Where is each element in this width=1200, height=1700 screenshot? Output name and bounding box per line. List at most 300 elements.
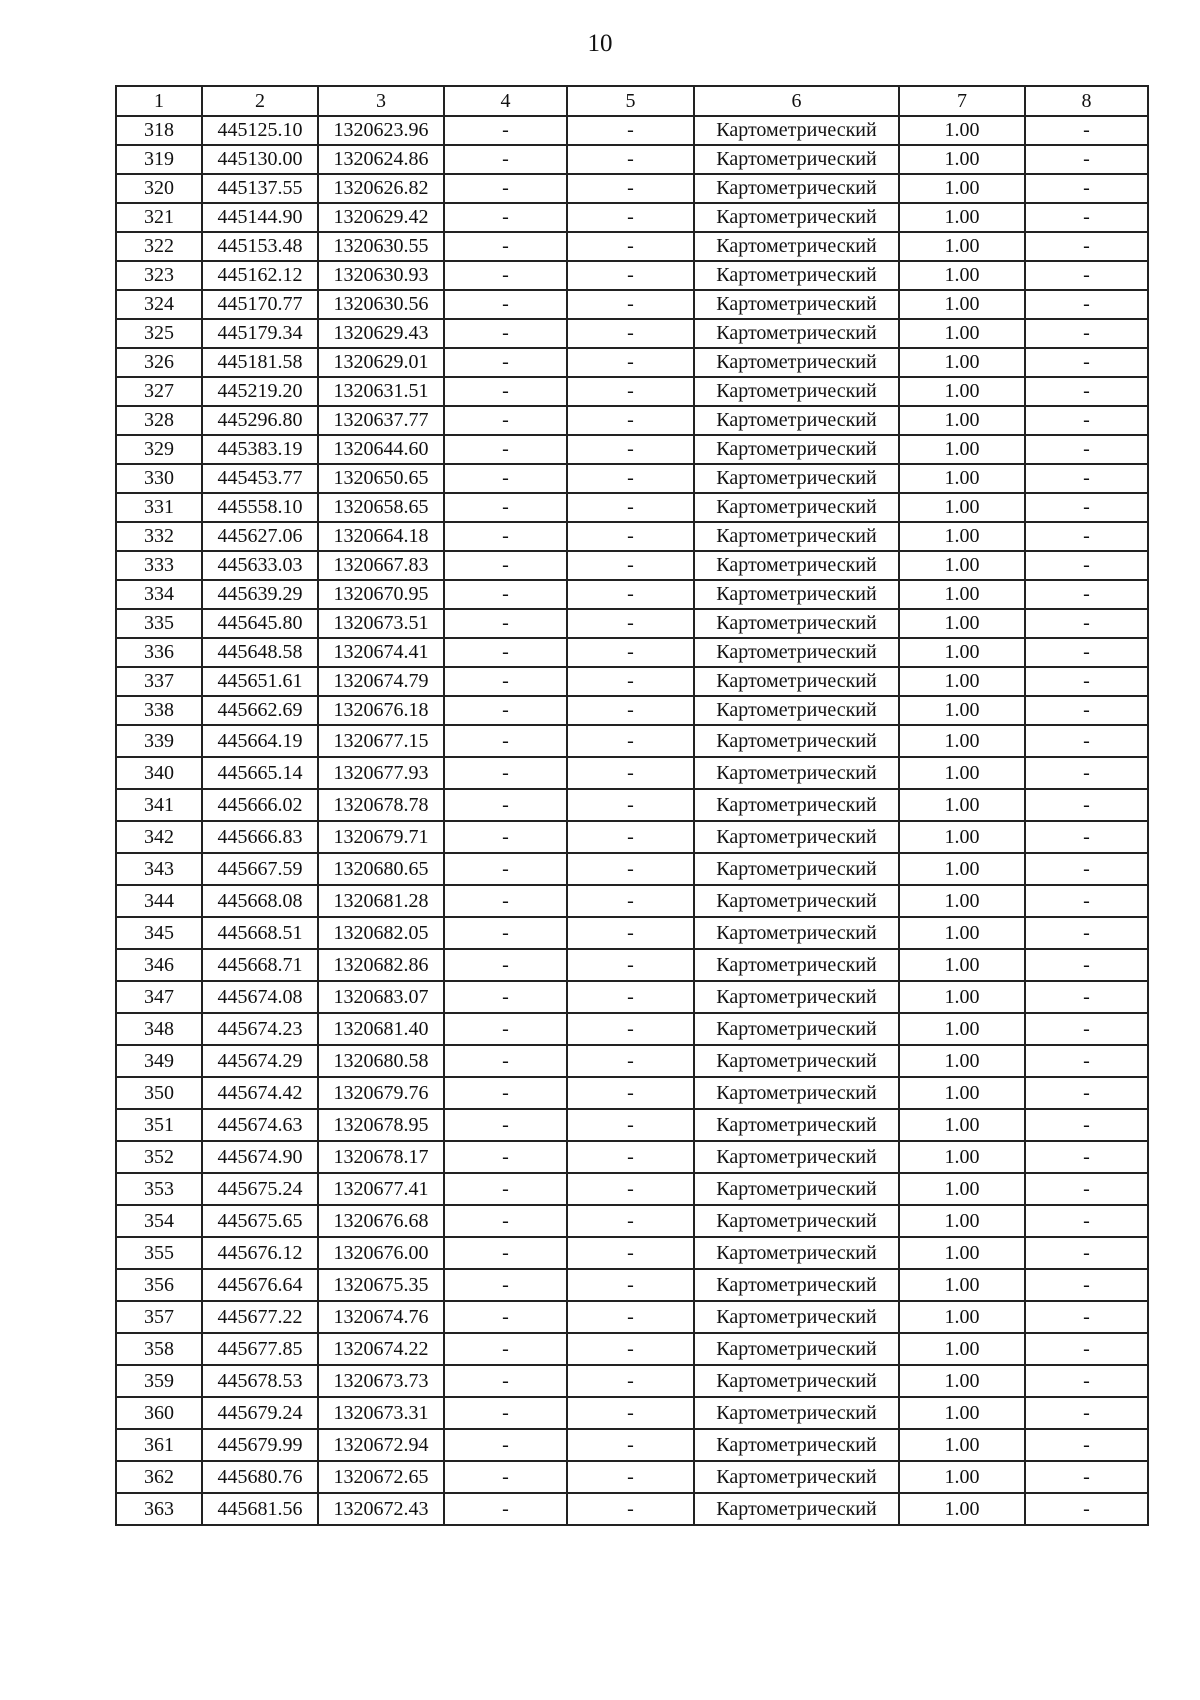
column-8-cell: - bbox=[1025, 789, 1148, 821]
point-number-cell: 339 bbox=[116, 725, 202, 757]
table-row bbox=[116, 789, 1148, 821]
accuracy-cell: 1.00 bbox=[899, 1077, 1025, 1109]
method-cell: Картометрический bbox=[694, 1205, 899, 1237]
method-cell: Картометрический bbox=[694, 493, 899, 522]
x-coordinate-cell: 445558.10 bbox=[202, 493, 318, 522]
x-coordinate-cell: 445144.90 bbox=[202, 203, 318, 232]
column-8-cell: - bbox=[1025, 435, 1148, 464]
accuracy-cell: 1.00 bbox=[899, 853, 1025, 885]
point-number-cell: 334 bbox=[116, 580, 202, 609]
method-cell: Картометрический bbox=[694, 821, 899, 853]
table-row bbox=[116, 725, 1148, 757]
column-header: 5 bbox=[567, 86, 694, 116]
method-cell: Картометрический bbox=[694, 696, 899, 725]
y-coordinate-cell: 1320682.86 bbox=[318, 949, 444, 981]
column-4-cell: - bbox=[444, 696, 567, 725]
column-4-cell: - bbox=[444, 609, 567, 638]
column-4-cell: - bbox=[444, 1045, 567, 1077]
column-8-cell: - bbox=[1025, 1237, 1148, 1269]
method-cell: Картометрический bbox=[694, 885, 899, 917]
column-4-cell: - bbox=[444, 174, 567, 203]
table-row bbox=[116, 696, 1148, 725]
table-row bbox=[116, 290, 1148, 319]
method-cell: Картометрический bbox=[694, 789, 899, 821]
y-coordinate-cell: 1320674.79 bbox=[318, 667, 444, 696]
table-row bbox=[116, 580, 1148, 609]
method-cell: Картометрический bbox=[694, 116, 899, 145]
column-8-cell: - bbox=[1025, 493, 1148, 522]
method-cell: Картометрический bbox=[694, 435, 899, 464]
column-5-cell: - bbox=[567, 885, 694, 917]
column-5-cell: - bbox=[567, 348, 694, 377]
x-coordinate-cell: 445296.80 bbox=[202, 406, 318, 435]
accuracy-cell: 1.00 bbox=[899, 638, 1025, 667]
x-coordinate-cell: 445651.61 bbox=[202, 667, 318, 696]
accuracy-cell: 1.00 bbox=[899, 1461, 1025, 1493]
column-5-cell: - bbox=[567, 116, 694, 145]
column-5-cell: - bbox=[567, 580, 694, 609]
table-row bbox=[116, 522, 1148, 551]
method-cell: Картометрический bbox=[694, 145, 899, 174]
column-8-cell: - bbox=[1025, 1429, 1148, 1461]
column-4-cell: - bbox=[444, 1141, 567, 1173]
accuracy-cell: 1.00 bbox=[899, 174, 1025, 203]
x-coordinate-cell: 445153.48 bbox=[202, 232, 318, 261]
y-coordinate-cell: 1320677.15 bbox=[318, 725, 444, 757]
column-8-cell: - bbox=[1025, 145, 1148, 174]
method-cell: Картометрический bbox=[694, 1109, 899, 1141]
y-coordinate-cell: 1320678.17 bbox=[318, 1141, 444, 1173]
y-coordinate-cell: 1320673.31 bbox=[318, 1397, 444, 1429]
column-8-cell: - bbox=[1025, 757, 1148, 789]
table-row bbox=[116, 1461, 1148, 1493]
method-cell: Картометрический bbox=[694, 1333, 899, 1365]
column-5-cell: - bbox=[567, 551, 694, 580]
point-number-cell: 358 bbox=[116, 1333, 202, 1365]
x-coordinate-cell: 445219.20 bbox=[202, 377, 318, 406]
method-cell: Картометрический bbox=[694, 1237, 899, 1269]
column-8-cell: - bbox=[1025, 1269, 1148, 1301]
point-number-cell: 345 bbox=[116, 917, 202, 949]
point-number-cell: 352 bbox=[116, 1141, 202, 1173]
y-coordinate-cell: 1320629.01 bbox=[318, 348, 444, 377]
column-4-cell: - bbox=[444, 464, 567, 493]
y-coordinate-cell: 1320670.95 bbox=[318, 580, 444, 609]
x-coordinate-cell: 445383.19 bbox=[202, 435, 318, 464]
table-row bbox=[116, 551, 1148, 580]
accuracy-cell: 1.00 bbox=[899, 348, 1025, 377]
column-8-cell: - bbox=[1025, 580, 1148, 609]
accuracy-cell: 1.00 bbox=[899, 464, 1025, 493]
x-coordinate-cell: 445627.06 bbox=[202, 522, 318, 551]
column-4-cell: - bbox=[444, 435, 567, 464]
y-coordinate-cell: 1320681.40 bbox=[318, 1013, 444, 1045]
table-row bbox=[116, 1045, 1148, 1077]
table-row bbox=[116, 853, 1148, 885]
accuracy-cell: 1.00 bbox=[899, 1237, 1025, 1269]
column-8-cell: - bbox=[1025, 203, 1148, 232]
table-row bbox=[116, 435, 1148, 464]
table-row bbox=[116, 667, 1148, 696]
y-coordinate-cell: 1320679.76 bbox=[318, 1077, 444, 1109]
column-5-cell: - bbox=[567, 667, 694, 696]
method-cell: Картометрический bbox=[694, 981, 899, 1013]
point-number-cell: 323 bbox=[116, 261, 202, 290]
column-5-cell: - bbox=[567, 609, 694, 638]
point-number-cell: 340 bbox=[116, 757, 202, 789]
point-number-cell: 357 bbox=[116, 1301, 202, 1333]
y-coordinate-cell: 1320650.65 bbox=[318, 464, 444, 493]
column-8-cell: - bbox=[1025, 885, 1148, 917]
method-cell: Картометрический bbox=[694, 406, 899, 435]
column-5-cell: - bbox=[567, 290, 694, 319]
point-number-cell: 355 bbox=[116, 1237, 202, 1269]
column-8-cell: - bbox=[1025, 1333, 1148, 1365]
table-row bbox=[116, 1013, 1148, 1045]
accuracy-cell: 1.00 bbox=[899, 406, 1025, 435]
column-8-cell: - bbox=[1025, 174, 1148, 203]
column-4-cell: - bbox=[444, 1109, 567, 1141]
column-4-cell: - bbox=[444, 493, 567, 522]
y-coordinate-cell: 1320674.76 bbox=[318, 1301, 444, 1333]
method-cell: Картометрический bbox=[694, 1301, 899, 1333]
column-8-cell: - bbox=[1025, 319, 1148, 348]
column-4-cell: - bbox=[444, 757, 567, 789]
column-4-cell: - bbox=[444, 116, 567, 145]
accuracy-cell: 1.00 bbox=[899, 319, 1025, 348]
column-4-cell: - bbox=[444, 853, 567, 885]
table-row bbox=[116, 348, 1148, 377]
x-coordinate-cell: 445125.10 bbox=[202, 116, 318, 145]
column-5-cell: - bbox=[567, 1141, 694, 1173]
method-cell: Картометрический bbox=[694, 917, 899, 949]
column-4-cell: - bbox=[444, 1077, 567, 1109]
column-4-cell: - bbox=[444, 821, 567, 853]
column-5-cell: - bbox=[567, 696, 694, 725]
table-row bbox=[116, 1301, 1148, 1333]
point-number-cell: 360 bbox=[116, 1397, 202, 1429]
column-4-cell: - bbox=[444, 1269, 567, 1301]
method-cell: Картометрический bbox=[694, 522, 899, 551]
method-cell: Картометрический bbox=[694, 377, 899, 406]
accuracy-cell: 1.00 bbox=[899, 261, 1025, 290]
accuracy-cell: 1.00 bbox=[899, 1013, 1025, 1045]
method-cell: Картометрический bbox=[694, 1269, 899, 1301]
point-number-cell: 322 bbox=[116, 232, 202, 261]
table-row bbox=[116, 174, 1148, 203]
table-row bbox=[116, 1397, 1148, 1429]
accuracy-cell: 1.00 bbox=[899, 696, 1025, 725]
column-8-cell: - bbox=[1025, 348, 1148, 377]
column-8-cell: - bbox=[1025, 1173, 1148, 1205]
accuracy-cell: 1.00 bbox=[899, 145, 1025, 174]
y-coordinate-cell: 1320674.41 bbox=[318, 638, 444, 667]
x-coordinate-cell: 445648.58 bbox=[202, 638, 318, 667]
x-coordinate-cell: 445668.51 bbox=[202, 917, 318, 949]
column-5-cell: - bbox=[567, 522, 694, 551]
column-5-cell: - bbox=[567, 406, 694, 435]
x-coordinate-cell: 445666.02 bbox=[202, 789, 318, 821]
method-cell: Картометрический bbox=[694, 853, 899, 885]
column-8-cell: - bbox=[1025, 917, 1148, 949]
x-coordinate-cell: 445680.76 bbox=[202, 1461, 318, 1493]
table-row bbox=[116, 406, 1148, 435]
table-row bbox=[116, 917, 1148, 949]
column-4-cell: - bbox=[444, 949, 567, 981]
point-number-cell: 350 bbox=[116, 1077, 202, 1109]
y-coordinate-cell: 1320631.51 bbox=[318, 377, 444, 406]
method-cell: Картометрический bbox=[694, 1173, 899, 1205]
column-5-cell: - bbox=[567, 1013, 694, 1045]
column-4-cell: - bbox=[444, 145, 567, 174]
x-coordinate-cell: 445453.77 bbox=[202, 464, 318, 493]
column-4-cell: - bbox=[444, 1365, 567, 1397]
column-8-cell: - bbox=[1025, 696, 1148, 725]
table-row bbox=[116, 821, 1148, 853]
y-coordinate-cell: 1320658.65 bbox=[318, 493, 444, 522]
x-coordinate-cell: 445645.80 bbox=[202, 609, 318, 638]
point-number-cell: 337 bbox=[116, 667, 202, 696]
y-coordinate-cell: 1320626.82 bbox=[318, 174, 444, 203]
accuracy-cell: 1.00 bbox=[899, 1397, 1025, 1429]
accuracy-cell: 1.00 bbox=[899, 1333, 1025, 1365]
x-coordinate-cell: 445677.85 bbox=[202, 1333, 318, 1365]
accuracy-cell: 1.00 bbox=[899, 1493, 1025, 1525]
table-body bbox=[116, 116, 1148, 1525]
accuracy-cell: 1.00 bbox=[899, 917, 1025, 949]
x-coordinate-cell: 445674.08 bbox=[202, 981, 318, 1013]
accuracy-cell: 1.00 bbox=[899, 377, 1025, 406]
x-coordinate-cell: 445667.59 bbox=[202, 853, 318, 885]
column-header: 2 bbox=[202, 86, 318, 116]
table-row bbox=[116, 1237, 1148, 1269]
table-row bbox=[116, 116, 1148, 145]
column-8-cell: - bbox=[1025, 1141, 1148, 1173]
column-5-cell: - bbox=[567, 261, 694, 290]
method-cell: Картометрический bbox=[694, 348, 899, 377]
table-row bbox=[116, 493, 1148, 522]
method-cell: Картометрический bbox=[694, 203, 899, 232]
column-header: 6 bbox=[694, 86, 899, 116]
method-cell: Картометрический bbox=[694, 1045, 899, 1077]
column-5-cell: - bbox=[567, 319, 694, 348]
point-number-cell: 327 bbox=[116, 377, 202, 406]
column-4-cell: - bbox=[444, 551, 567, 580]
table-row bbox=[116, 981, 1148, 1013]
y-coordinate-cell: 1320678.95 bbox=[318, 1109, 444, 1141]
x-coordinate-cell: 445668.71 bbox=[202, 949, 318, 981]
y-coordinate-cell: 1320681.28 bbox=[318, 885, 444, 917]
column-5-cell: - bbox=[567, 174, 694, 203]
column-5-cell: - bbox=[567, 1205, 694, 1237]
column-4-cell: - bbox=[444, 1205, 567, 1237]
column-8-cell: - bbox=[1025, 1205, 1148, 1237]
column-8-cell: - bbox=[1025, 261, 1148, 290]
column-4-cell: - bbox=[444, 1397, 567, 1429]
accuracy-cell: 1.00 bbox=[899, 290, 1025, 319]
table-row bbox=[116, 949, 1148, 981]
column-5-cell: - bbox=[567, 821, 694, 853]
column-8-cell: - bbox=[1025, 1013, 1148, 1045]
column-8-cell: - bbox=[1025, 116, 1148, 145]
column-header: 8 bbox=[1025, 86, 1148, 116]
accuracy-cell: 1.00 bbox=[899, 821, 1025, 853]
column-5-cell: - bbox=[567, 1045, 694, 1077]
column-5-cell: - bbox=[567, 145, 694, 174]
y-coordinate-cell: 1320664.18 bbox=[318, 522, 444, 551]
x-coordinate-cell: 445679.24 bbox=[202, 1397, 318, 1429]
column-4-cell: - bbox=[444, 725, 567, 757]
method-cell: Картометрический bbox=[694, 1493, 899, 1525]
table-row bbox=[116, 1493, 1148, 1525]
y-coordinate-cell: 1320630.93 bbox=[318, 261, 444, 290]
point-number-cell: 329 bbox=[116, 435, 202, 464]
x-coordinate-cell: 445179.34 bbox=[202, 319, 318, 348]
method-cell: Картометрический bbox=[694, 1141, 899, 1173]
point-number-cell: 361 bbox=[116, 1429, 202, 1461]
column-5-cell: - bbox=[567, 1365, 694, 1397]
table-row bbox=[116, 1173, 1148, 1205]
method-cell: Картометрический bbox=[694, 319, 899, 348]
column-5-cell: - bbox=[567, 1461, 694, 1493]
point-number-cell: 363 bbox=[116, 1493, 202, 1525]
x-coordinate-cell: 445674.90 bbox=[202, 1141, 318, 1173]
table-row bbox=[116, 464, 1148, 493]
table-row bbox=[116, 1109, 1148, 1141]
method-cell: Картометрический bbox=[694, 609, 899, 638]
column-4-cell: - bbox=[444, 1237, 567, 1269]
column-4-cell: - bbox=[444, 638, 567, 667]
x-coordinate-cell: 445674.42 bbox=[202, 1077, 318, 1109]
column-4-cell: - bbox=[444, 1333, 567, 1365]
y-coordinate-cell: 1320680.58 bbox=[318, 1045, 444, 1077]
column-5-cell: - bbox=[567, 1397, 694, 1429]
column-5-cell: - bbox=[567, 981, 694, 1013]
method-cell: Картометрический bbox=[694, 1013, 899, 1045]
column-8-cell: - bbox=[1025, 1077, 1148, 1109]
method-cell: Картометрический bbox=[694, 949, 899, 981]
x-coordinate-cell: 445633.03 bbox=[202, 551, 318, 580]
y-coordinate-cell: 1320682.05 bbox=[318, 917, 444, 949]
column-8-cell: - bbox=[1025, 1493, 1148, 1525]
y-coordinate-cell: 1320667.83 bbox=[318, 551, 444, 580]
x-coordinate-cell: 445665.14 bbox=[202, 757, 318, 789]
column-4-cell: - bbox=[444, 981, 567, 1013]
accuracy-cell: 1.00 bbox=[899, 1109, 1025, 1141]
x-coordinate-cell: 445675.65 bbox=[202, 1205, 318, 1237]
column-5-cell: - bbox=[567, 949, 694, 981]
column-8-cell: - bbox=[1025, 290, 1148, 319]
accuracy-cell: 1.00 bbox=[899, 609, 1025, 638]
y-coordinate-cell: 1320629.43 bbox=[318, 319, 444, 348]
column-8-cell: - bbox=[1025, 406, 1148, 435]
y-coordinate-cell: 1320679.71 bbox=[318, 821, 444, 853]
point-number-cell: 319 bbox=[116, 145, 202, 174]
column-8-cell: - bbox=[1025, 821, 1148, 853]
accuracy-cell: 1.00 bbox=[899, 435, 1025, 464]
point-number-cell: 325 bbox=[116, 319, 202, 348]
y-coordinate-cell: 1320623.96 bbox=[318, 116, 444, 145]
method-cell: Картометрический bbox=[694, 551, 899, 580]
y-coordinate-cell: 1320675.35 bbox=[318, 1269, 444, 1301]
y-coordinate-cell: 1320630.56 bbox=[318, 290, 444, 319]
point-number-cell: 332 bbox=[116, 522, 202, 551]
x-coordinate-cell: 445162.12 bbox=[202, 261, 318, 290]
column-4-cell: - bbox=[444, 232, 567, 261]
column-5-cell: - bbox=[567, 917, 694, 949]
accuracy-cell: 1.00 bbox=[899, 203, 1025, 232]
table-row bbox=[116, 1365, 1148, 1397]
x-coordinate-cell: 445676.12 bbox=[202, 1237, 318, 1269]
column-5-cell: - bbox=[567, 725, 694, 757]
y-coordinate-cell: 1320677.93 bbox=[318, 757, 444, 789]
column-8-cell: - bbox=[1025, 609, 1148, 638]
accuracy-cell: 1.00 bbox=[899, 116, 1025, 145]
point-number-cell: 321 bbox=[116, 203, 202, 232]
column-5-cell: - bbox=[567, 1109, 694, 1141]
column-5-cell: - bbox=[567, 757, 694, 789]
method-cell: Картометрический bbox=[694, 174, 899, 203]
accuracy-cell: 1.00 bbox=[899, 1205, 1025, 1237]
point-number-cell: 351 bbox=[116, 1109, 202, 1141]
y-coordinate-cell: 1320630.55 bbox=[318, 232, 444, 261]
table-row bbox=[116, 261, 1148, 290]
y-coordinate-cell: 1320683.07 bbox=[318, 981, 444, 1013]
method-cell: Картометрический bbox=[694, 667, 899, 696]
column-8-cell: - bbox=[1025, 377, 1148, 406]
method-cell: Картометрический bbox=[694, 757, 899, 789]
column-8-cell: - bbox=[1025, 551, 1148, 580]
column-4-cell: - bbox=[444, 1173, 567, 1205]
accuracy-cell: 1.00 bbox=[899, 1429, 1025, 1461]
point-number-cell: 331 bbox=[116, 493, 202, 522]
column-8-cell: - bbox=[1025, 1045, 1148, 1077]
column-5-cell: - bbox=[567, 1301, 694, 1333]
x-coordinate-cell: 445681.56 bbox=[202, 1493, 318, 1525]
y-coordinate-cell: 1320673.51 bbox=[318, 609, 444, 638]
column-5-cell: - bbox=[567, 1237, 694, 1269]
method-cell: Картометрический bbox=[694, 580, 899, 609]
table-row bbox=[116, 757, 1148, 789]
table-row bbox=[116, 1269, 1148, 1301]
column-4-cell: - bbox=[444, 1461, 567, 1493]
y-coordinate-cell: 1320644.60 bbox=[318, 435, 444, 464]
point-number-cell: 346 bbox=[116, 949, 202, 981]
column-header: 7 bbox=[899, 86, 1025, 116]
method-cell: Картометрический bbox=[694, 725, 899, 757]
accuracy-cell: 1.00 bbox=[899, 1141, 1025, 1173]
point-number-cell: 320 bbox=[116, 174, 202, 203]
column-8-cell: - bbox=[1025, 232, 1148, 261]
x-coordinate-cell: 445674.29 bbox=[202, 1045, 318, 1077]
y-coordinate-cell: 1320676.00 bbox=[318, 1237, 444, 1269]
column-5-cell: - bbox=[567, 203, 694, 232]
table-row bbox=[116, 1429, 1148, 1461]
column-4-cell: - bbox=[444, 1301, 567, 1333]
accuracy-cell: 1.00 bbox=[899, 667, 1025, 696]
table-row bbox=[116, 377, 1148, 406]
accuracy-cell: 1.00 bbox=[899, 789, 1025, 821]
method-cell: Картометрический bbox=[694, 464, 899, 493]
column-5-cell: - bbox=[567, 1333, 694, 1365]
column-8-cell: - bbox=[1025, 853, 1148, 885]
column-8-cell: - bbox=[1025, 464, 1148, 493]
column-4-cell: - bbox=[444, 1493, 567, 1525]
column-4-cell: - bbox=[444, 203, 567, 232]
column-5-cell: - bbox=[567, 435, 694, 464]
point-number-cell: 356 bbox=[116, 1269, 202, 1301]
column-5-cell: - bbox=[567, 232, 694, 261]
